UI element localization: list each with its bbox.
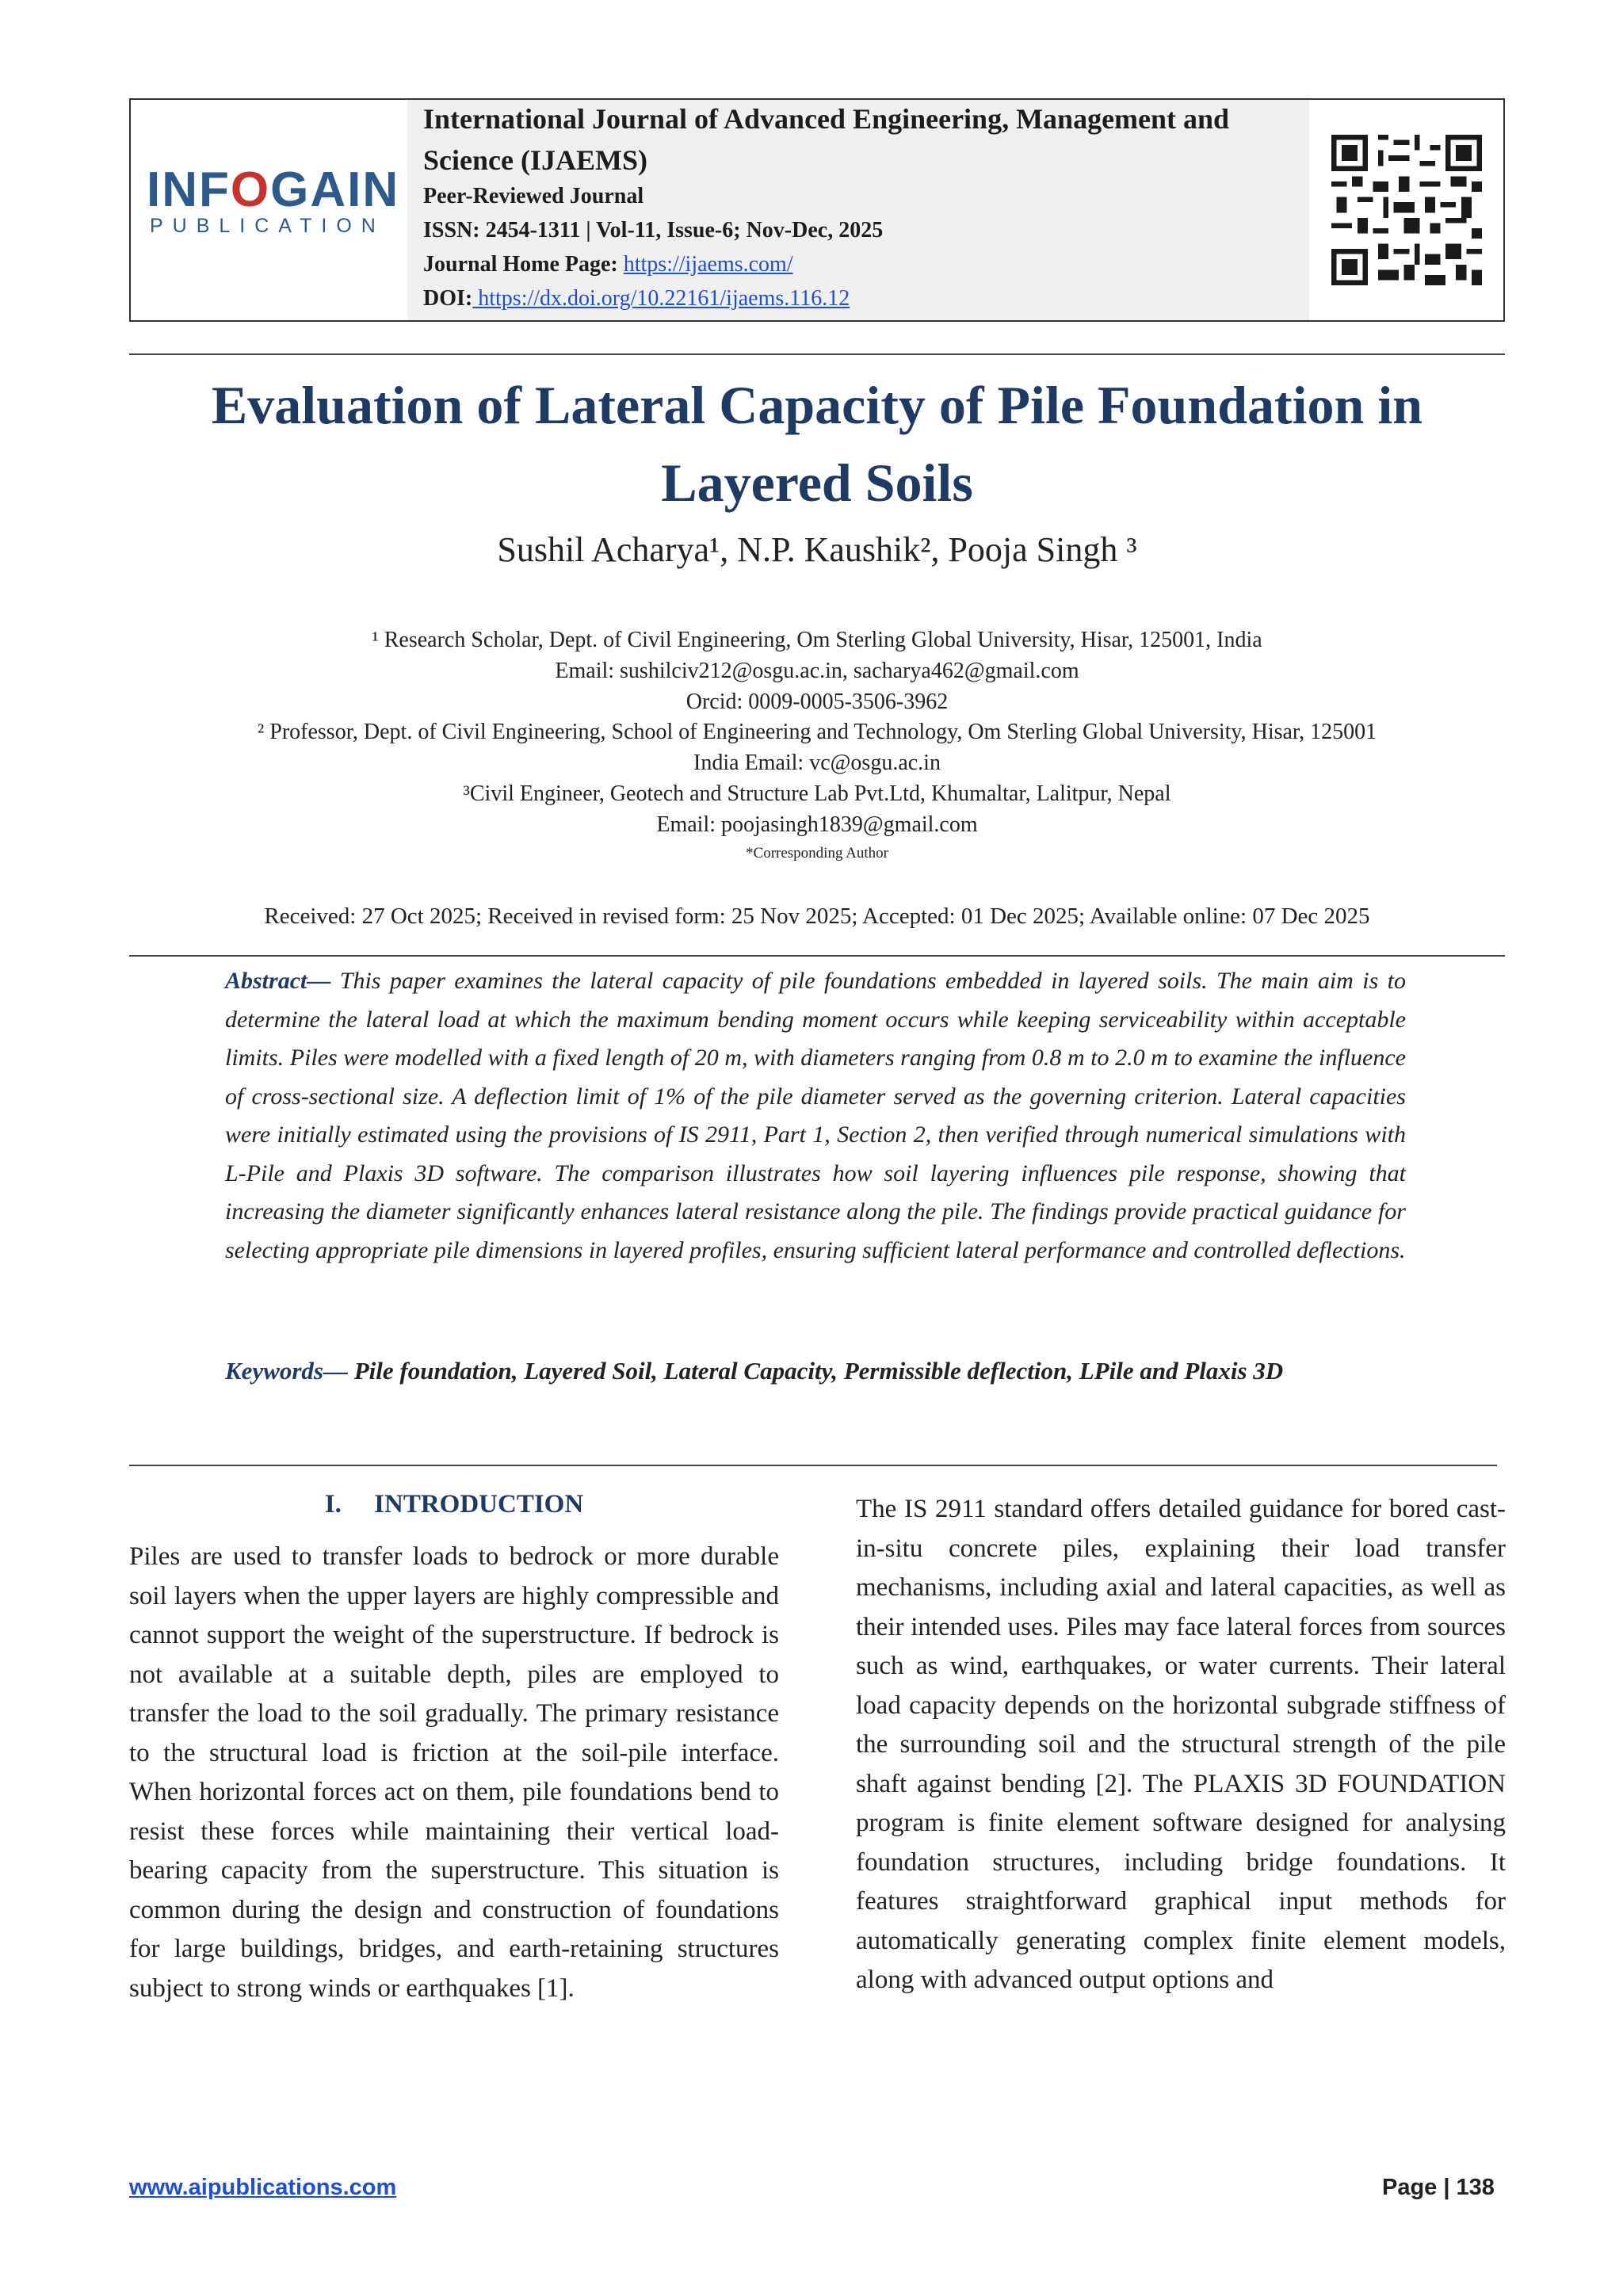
body-column-left: Piles are used to transfer loads to bedrock or more durable soil layers when the upper layers are highly compressible and cannot support the weight of the superstructure. If bedrock is not available at a suitable depth, piles are employed to transfer the load to the soil gradually. The primary resistance to the structural load is friction at the soil-pile interface. When horizontal forces act on them, pile foundations bend to resist these forces while maintaining their vertical load-bearing capacity from the superstructure. This situation is common during the design and construction of foundations for large buildings, bridges, and earth-retaining structures subject to strong winds or earthquakes [1].	[129, 1542, 779, 2003]
home-page-label: Journal Home Page:	[423, 252, 624, 277]
affiliation-line: ³Civil Engineer, Geotech and Structure Lab Pvt.Ltd, Khumaltar, Lalitpur, Nepal	[463, 781, 1171, 806]
affiliation-line: Email: poojasingh1839@gmail.com	[656, 812, 978, 837]
affiliation-line: Orcid: 0009-0005-3506-3962	[685, 690, 949, 714]
paper-title: Evaluation of Lateral Capacity of Pile Foundation in Layered Soils	[211, 375, 1423, 513]
doi-line	[423, 286, 850, 311]
journal-title: International Journal of Advanced Engineering, Management and Science (IJAEMS)	[423, 103, 1230, 176]
logo-wordmark: INFOGAIN	[147, 162, 400, 217]
infogain-logo	[147, 162, 400, 258]
author-list: Sushil Acharya¹, N.P. Kaushik², Pooja Singh ³	[497, 530, 1137, 569]
abstract-divider	[129, 955, 1505, 957]
affiliation-line: ¹ Research Scholar, Dept. of Civil Engineering, Om Sterling Global University, Hisar, 125001, India	[372, 628, 1262, 652]
page-number: Page | 138	[1382, 2175, 1495, 2200]
affiliation-line: Email: sushilciv212@osgu.ac.in, sacharya462@gmail.com	[555, 659, 1079, 683]
affiliation-line: India Email: vc@osgu.ac.in	[693, 751, 941, 775]
home-page-line	[423, 252, 793, 277]
peer-reviewed-label: Peer-Reviewed Journal	[423, 184, 644, 208]
abstract-text: This paper examines the lateral capacity of pile foundations embedded in layered soils. The main aim is to determine the lateral load at which the maximum bending moment occurs while keeping serviceability within acceptable limits. Piles were modelled with a fixed length of 20 m, with diameters ranging from 0.8 m to 2.0 m to examine the influence of cross-sectional size. A deflection limit of 1% of the pile diameter served as the governing criterion. Lateral capacities were initially estimated using the provisions of IS 2911, Part 1, Section 2, then verified through numerical simulations with L-Pile and Plaxis 3D software. The comparison illustrates how soil layering influences pile response, showing that increasing the diameter significantly enhances lateral resistance along the pile. The findings provide practical guidance for selecting appropriate pile dimensions in layered profiles, ensuring sufficient lateral performance and controlled deflections.	[225, 968, 1406, 1263]
keywords-text: Pile foundation, Layered Soil, Lateral Capacity, Permissible deflection, LPile and Plaxis 3D	[348, 1357, 1284, 1385]
abstract-block	[225, 962, 1406, 1270]
keywords-block	[225, 1352, 1406, 1390]
body-column-right: The IS 2911 standard offers detailed guidance for bored cast-in-situ concrete piles, explaining their load transfer mechanisms, including axial and lateral capacities, as well as their intended uses. Piles may face lateral forces from sources such as wind, earthquakes, or water currents. Their lateral load capacity depends on the horizontal subgrade stiffness of the surrounding soil and the structural strength of the pile shaft against bending [2]. The PLAXIS 3D FOUNDATION program is finite element software designed for analysing foundation structures, including bridge foundations. It features straightforward graphical input methods for automatically generating complex finite element models, along with advanced output options and	[856, 1495, 1506, 1994]
body-divider	[129, 1465, 1497, 1466]
doi-link[interactable]: https://dx.doi.org/10.22161/ijaems.116.12	[472, 286, 850, 311]
section-heading-introduction: I. INTRODUCTION	[324, 1490, 584, 1519]
received-dates: Received: 27 Oct 2025; Received in revised form: 25 Nov 2025; Accepted: 01 Dec 2025; Available online: 07 Dec 2025	[264, 904, 1370, 929]
abstract-label: Abstract—	[225, 968, 331, 994]
issn-line: ISSN: 2454-1311 | Vol-11, Issue-6; Nov-Dec, 2025	[423, 218, 884, 243]
qr-code-icon	[1331, 135, 1482, 285]
footer-website-link[interactable]: www.aipublications.com	[129, 2175, 397, 2200]
home-page-link[interactable]: https://ijaems.com/	[623, 252, 793, 277]
doi-label: DOI:	[423, 286, 473, 311]
affiliation-line: ² Professor, Dept. of Civil Engineering, School of Engineering and Technology, Om Sterling Global University, Hisar, 125001	[257, 720, 1377, 744]
header-divider	[129, 353, 1505, 355]
keywords-label: Keywords—	[225, 1357, 348, 1385]
corresponding-author-note: *Corresponding Author	[746, 845, 888, 861]
logo-subtitle: PUBLICATION	[150, 215, 385, 237]
